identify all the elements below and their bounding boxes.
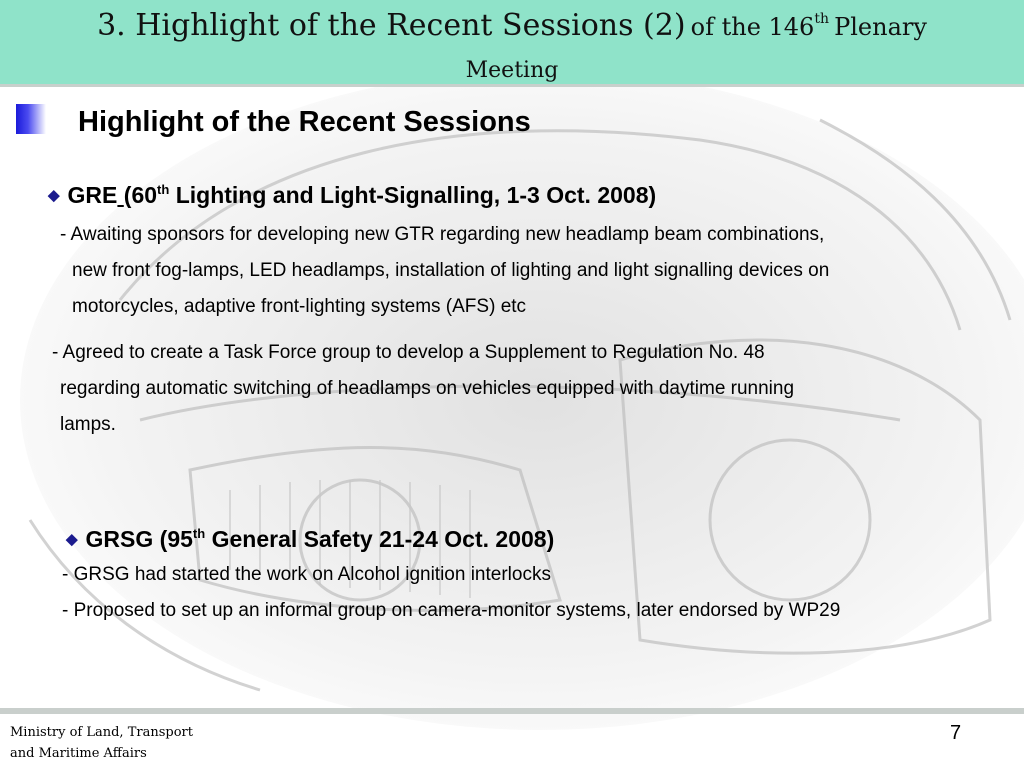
gre-bullet2-line1: - Agreed to create a Task Force group to develop a Supplement to Regulation No. 48: [52, 342, 765, 363]
gre-heading: [48, 182, 656, 209]
gre-bullet1-line2: new front fog-lamps, LED headlamps, installation of lighting and light signalling devices on: [72, 260, 830, 281]
grsg-session-rest: General Safety 21-24 Oct. 2008): [211, 526, 555, 552]
slide-title-plenary: Plenary: [834, 13, 927, 41]
gre-session-superscript: th: [157, 182, 170, 197]
grsg-bullet2: - Proposed to set up an informal group on camera-monitor systems, later endorsed by WP29: [62, 600, 841, 621]
grsg-session-prefix: (95: [159, 526, 193, 552]
title-bar: [0, 0, 1024, 84]
grsg-session-superscript: th: [192, 526, 206, 541]
section-heading: Highlight of the Recent Sessions: [78, 106, 531, 138]
gradient-square-icon: [16, 104, 46, 134]
slide-title-main: 3. Highlight of the Recent Sessions (2): [97, 8, 686, 43]
gre-bullet1-line1: - Awaiting sponsors for developing new GTR regarding new headlamp beam combinations,: [60, 224, 825, 245]
slide-title: [0, 8, 1024, 43]
slide-title-line2: Meeting: [465, 58, 559, 83]
gre-session-prefix: (60: [123, 182, 158, 208]
slide-title-superscript: th: [814, 11, 829, 27]
slide-title-of-the: of the 146: [690, 13, 815, 41]
page-number: 7: [950, 722, 962, 744]
footer-organization-line1: Ministry of Land, Transport: [10, 725, 193, 740]
gre-name: GRE: [67, 182, 118, 208]
grsg-name: GRSG: [85, 526, 154, 552]
footer-organization-line2: and Maritime Affairs: [10, 746, 147, 761]
diamond-icon: ◆: [48, 187, 60, 204]
diamond-icon: ◆: [66, 531, 78, 548]
title-divider: [0, 84, 1024, 87]
grsg-heading: [66, 526, 554, 553]
footer-divider: [0, 708, 1024, 714]
grsg-bullet1: - GRSG had started the work on Alcohol ignition interlocks: [62, 564, 551, 585]
gre-bullet2-line3: lamps.: [60, 414, 116, 435]
gre-bullet1-line3: motorcycles, adaptive front-lighting systems (AFS) etc: [72, 296, 527, 317]
gre-bullet2-line2: regarding automatic switching of headlamps on vehicles equipped with daytime running: [60, 378, 795, 399]
gre-session-rest: Lighting and Light-Signalling, 1-3 Oct. 2008): [175, 182, 657, 208]
